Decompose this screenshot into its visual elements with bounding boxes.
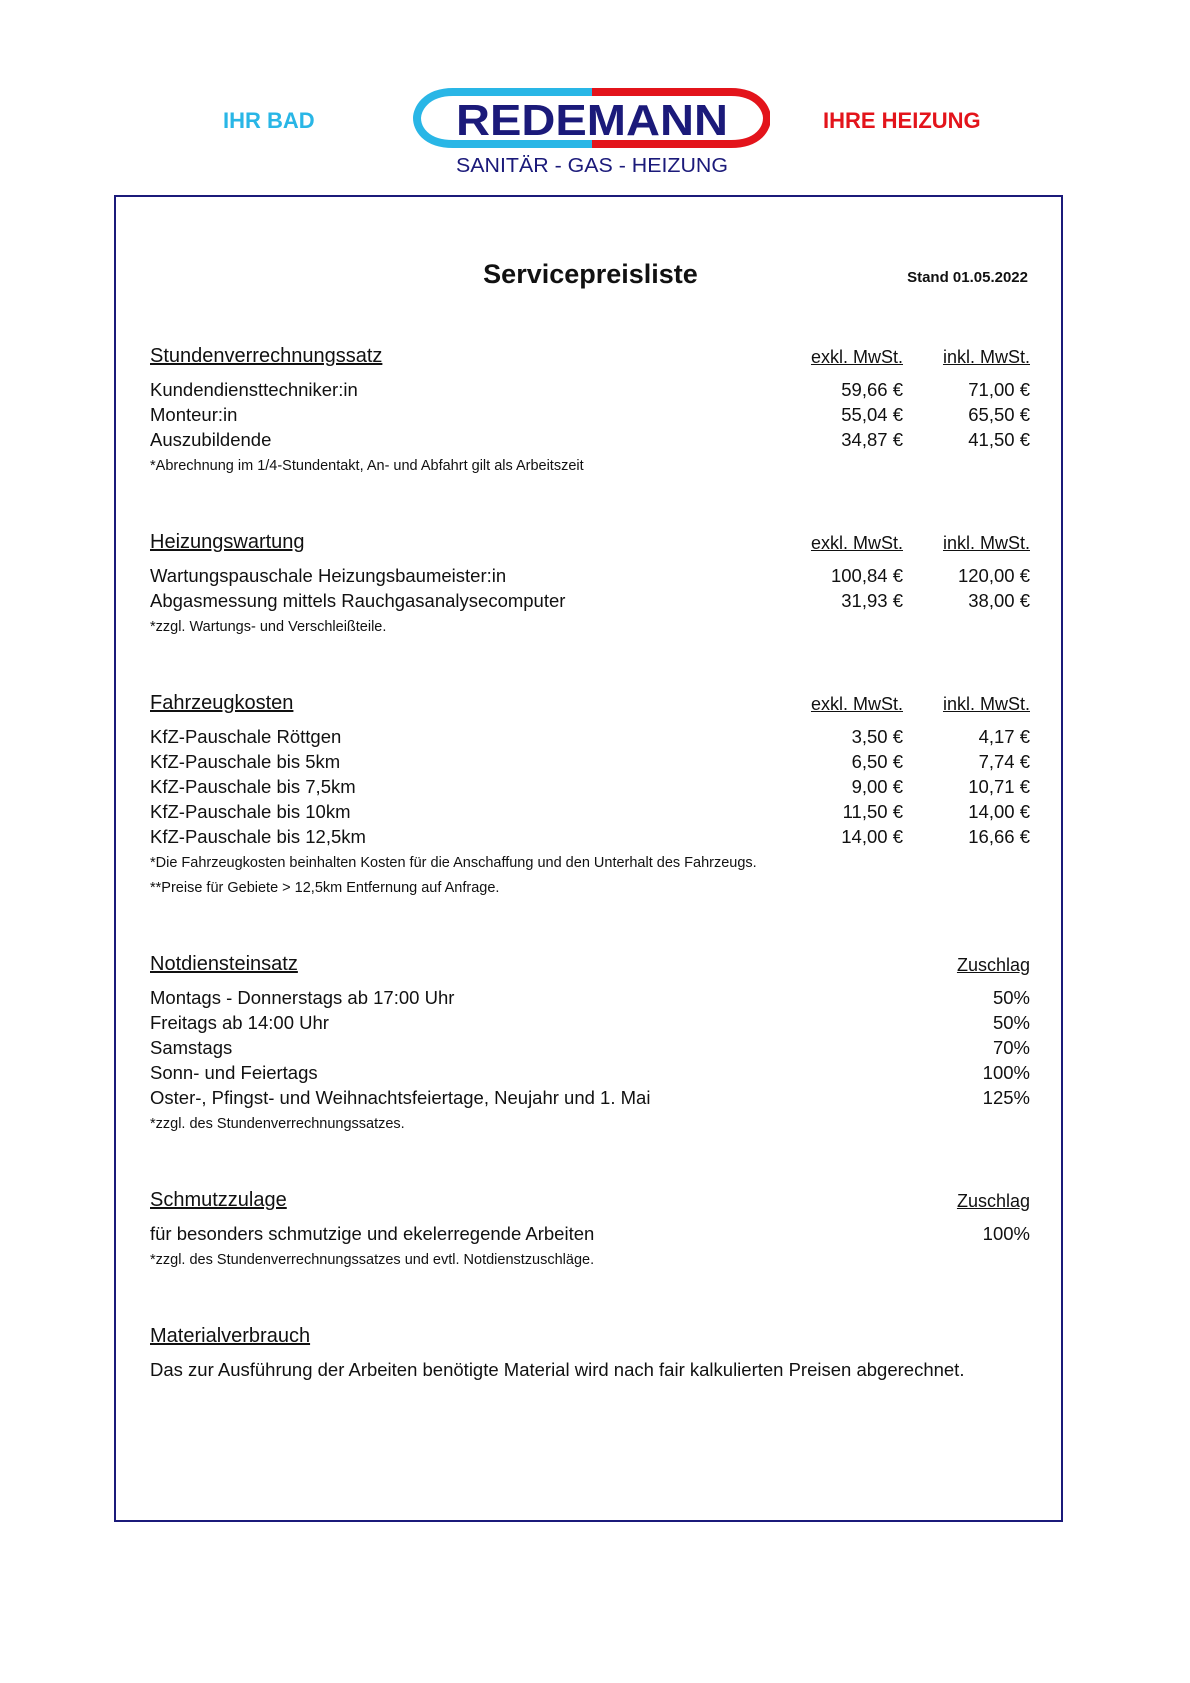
price-excl: 11,50 € (842, 801, 903, 822)
row-label: Abgasmessung mittels Rauchgasanalysecomputer (150, 590, 566, 611)
section-title: Fahrzeugkosten (150, 692, 294, 714)
price-row (150, 590, 1030, 615)
price-row (150, 565, 1030, 590)
company-logo (413, 84, 770, 180)
date-stamp: Stand 01.05.2022 (907, 269, 1028, 286)
section-title: Materialverbrauch (150, 1325, 311, 1347)
footnote: *zzgl. des Stundenverrechnungssatzes. (150, 1116, 405, 1132)
surcharge-value: 70% (992, 1037, 1030, 1058)
surcharge-row (150, 1062, 1030, 1087)
price-excl: 14,00 € (841, 826, 903, 847)
price-incl: 71,00 € (968, 379, 1030, 400)
surcharge-row (150, 987, 1030, 1012)
section-title: Schmutzzulage (150, 1189, 287, 1211)
row-label: Freitags ab 14:00 Uhr (150, 1012, 329, 1033)
row-label: Wartungspauschale Heizungsbaumeister:in (150, 565, 507, 586)
price-row (150, 801, 1030, 826)
section-material-usage (150, 1325, 1030, 1381)
price-incl: 16,66 € (968, 826, 1030, 847)
price-incl: 38,00 € (968, 590, 1030, 611)
surcharge-value: 125% (982, 1087, 1030, 1108)
column-header-incl-vat: inkl. MwSt. (942, 533, 1030, 553)
price-row (150, 726, 1030, 751)
row-label: KfZ-Pauschale bis 5km (150, 751, 341, 772)
surcharge-row (150, 1037, 1030, 1062)
surcharge-row (150, 1012, 1030, 1037)
surcharge-value: 100% (982, 1062, 1030, 1083)
surcharge-value: 50% (992, 987, 1030, 1008)
surcharge-value: 50% (992, 1012, 1030, 1033)
price-excl: 100,84 € (830, 565, 903, 586)
column-header-incl-vat: inkl. MwSt. (942, 694, 1030, 714)
row-label: für besonders schmutzige und ekelerregende Arbeiten (150, 1223, 595, 1244)
price-excl: 59,66 € (841, 379, 903, 400)
row-label: KfZ-Pauschale bis 10km (150, 801, 351, 822)
section-header (150, 531, 1030, 557)
column-header-excl-vat: exkl. MwSt. (810, 347, 903, 367)
row-label: Auszubildende (150, 429, 272, 450)
price-incl: 41,50 € (968, 429, 1030, 450)
price-incl: 65,50 € (968, 404, 1030, 425)
row-label: KfZ-Pauschale bis 7,5km (150, 776, 356, 797)
surcharge-row (150, 1223, 1030, 1248)
price-row (150, 751, 1030, 776)
footnote: *Die Fahrzeugkosten beinhalten Kosten für die Anschaffung und den Unterhalt des Fahrzeugs. (150, 855, 757, 871)
column-header-surcharge: Zuschlag (956, 1191, 1030, 1211)
footnote: *Abrechnung im 1/4-Stundentakt, An- und Abfahrt gilt als Arbeitszeit (150, 458, 584, 474)
section-title: Notdiensteinsatz (150, 953, 298, 975)
price-incl: 4,17 € (978, 726, 1030, 747)
section-header (150, 1189, 1030, 1215)
column-header-excl-vat: exkl. MwSt. (810, 694, 903, 714)
surcharge-row (150, 1087, 1030, 1112)
price-row (150, 379, 1030, 404)
surcharge-value: 100% (982, 1223, 1030, 1244)
section-dirt-allowance (150, 1189, 1030, 1273)
tagline-bath: IHR BAD (223, 108, 315, 133)
material-text: Das zur Ausführung der Arbeiten benötigte Material wird nach fair kalkulierten Preisen abgerechnet. (150, 1359, 965, 1380)
price-excl: 55,04 € (841, 404, 903, 425)
section-vehicle-costs (150, 692, 1030, 901)
section-title: Heizungswartung (150, 531, 305, 553)
redemann-logo-icon (413, 84, 770, 180)
price-row (150, 826, 1030, 851)
tagline-heating: IHRE HEIZUNG (823, 108, 981, 133)
row-label: Kundendiensttechniker:in (150, 379, 358, 400)
price-incl: 120,00 € (957, 565, 1030, 586)
page-title: Servicepreisliste (483, 259, 698, 289)
footnote: *zzgl. Wartungs- und Verschleißteile. (150, 619, 387, 635)
price-incl: 14,00 € (968, 801, 1030, 822)
row-label: Samstags (150, 1037, 233, 1058)
section-title: Stundenverrechnungssatz (150, 345, 383, 367)
price-excl: 31,93 € (841, 590, 903, 611)
section-header (150, 692, 1030, 718)
section-heating-maintenance (150, 531, 1030, 640)
row-label: Oster-, Pfingst- und Weihnachtsfeiertage, Neujahr und 1. Mai (150, 1087, 651, 1108)
section-hourly-rates (150, 345, 1030, 479)
logo-name-text: REDEMANN (456, 96, 728, 145)
price-excl: 9,00 € (851, 776, 903, 797)
footnote: **Preise für Gebiete > 12,5km Entfernung auf Anfrage. (150, 880, 500, 896)
price-excl: 3,50 € (851, 726, 903, 747)
column-header-excl-vat: exkl. MwSt. (810, 533, 903, 553)
section-header (150, 345, 1030, 371)
footnote: *zzgl. des Stundenverrechnungssatzes und evtl. Notdienstzuschläge. (150, 1252, 595, 1268)
price-excl: 34,87 € (841, 429, 903, 450)
row-label: KfZ-Pauschale bis 12,5km (150, 826, 366, 847)
price-row (150, 776, 1030, 801)
column-header-incl-vat: inkl. MwSt. (942, 347, 1030, 367)
price-row (150, 429, 1030, 454)
page-header (0, 80, 1190, 180)
logo-tagline-text: SANITÄR - GAS - HEIZUNG (456, 155, 728, 177)
price-list-box (114, 195, 1063, 1522)
section-header (150, 953, 1030, 979)
price-incl: 7,74 € (978, 751, 1030, 772)
section-header (150, 1325, 1030, 1351)
column-header-surcharge: Zuschlag (956, 955, 1030, 975)
row-label: Montags - Donnerstags ab 17:00 Uhr (150, 987, 455, 1008)
row-label: KfZ-Pauschale Röttgen (150, 726, 342, 747)
row-label: Monteur:in (150, 404, 238, 425)
section-emergency-service (150, 953, 1030, 1137)
price-excl: 6,50 € (851, 751, 903, 772)
row-label: Sonn- und Feiertags (150, 1062, 318, 1083)
price-row (150, 404, 1030, 429)
price-incl: 10,71 € (968, 776, 1030, 797)
